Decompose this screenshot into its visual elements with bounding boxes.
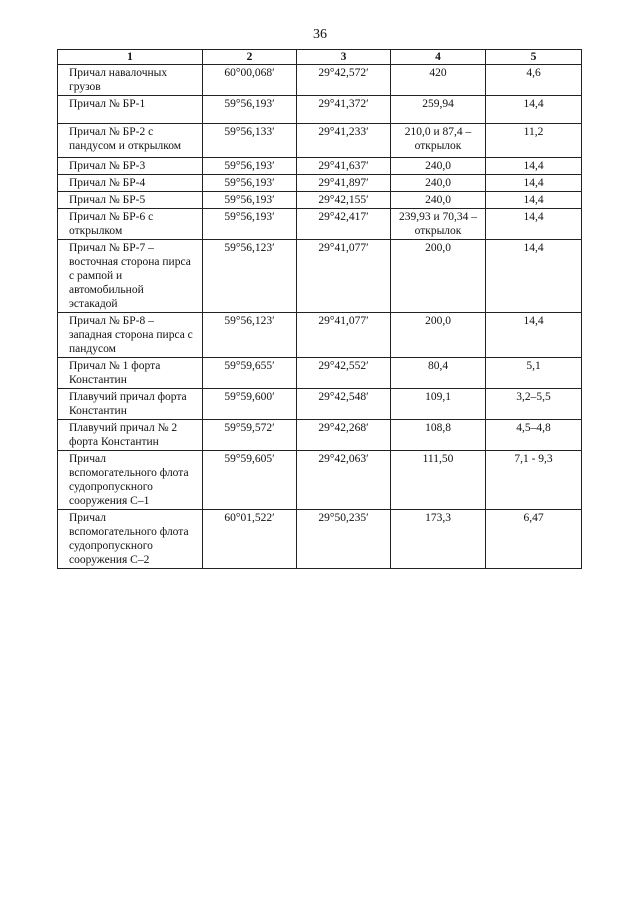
longitude-cell-text: 29°42,268′ xyxy=(318,422,369,434)
longitude-cell xyxy=(297,65,391,96)
table-row xyxy=(58,175,582,192)
length-cell-text: 240,0 xyxy=(425,177,451,189)
length-cell xyxy=(391,209,486,240)
berth-name-cell xyxy=(58,313,203,358)
depth-cell xyxy=(486,192,582,209)
latitude-cell xyxy=(203,209,297,240)
longitude-cell-text: 29°42,572′ xyxy=(318,67,369,79)
table-row xyxy=(58,510,582,569)
page-number: 36 xyxy=(313,27,327,42)
table-row xyxy=(58,389,582,420)
table-row xyxy=(58,158,582,175)
latitude-cell xyxy=(203,65,297,96)
berth-name-cell-text: Причал вспомогательного флота судопропускного сооружения С–1 xyxy=(69,453,189,507)
berth-name-cell-text: Причал навалочных грузов xyxy=(69,67,168,93)
length-cell-text: 111,50 xyxy=(422,453,454,465)
length-cell-text: 200,0 xyxy=(425,315,451,327)
table-row xyxy=(58,96,582,124)
length-cell xyxy=(391,96,486,124)
depth-cell-text: 7,1 - 9,3 xyxy=(514,453,553,465)
depth-cell-text: 3,2–5,5 xyxy=(516,391,551,403)
length-cell-text: 108,8 xyxy=(425,422,451,434)
latitude-cell xyxy=(203,124,297,158)
longitude-cell-text: 29°41,637′ xyxy=(318,160,369,172)
berth-name-cell-text: Причал № БР-5 xyxy=(69,194,146,206)
depth-cell xyxy=(486,96,582,124)
berth-name-cell-text: Причал № 1 форта Константин xyxy=(69,360,161,386)
depth-cell xyxy=(486,420,582,451)
longitude-cell-text: 29°42,548′ xyxy=(318,391,369,403)
depth-cell xyxy=(486,240,582,313)
longitude-cell xyxy=(297,209,391,240)
depth-cell-text: 4,5–4,8 xyxy=(516,422,551,434)
depth-cell xyxy=(486,451,582,510)
longitude-cell-text: 29°42,417′ xyxy=(318,211,369,223)
depth-cell xyxy=(486,158,582,175)
length-cell-text: 200,0 xyxy=(425,242,451,254)
length-cell-text: 210,0 и 87,4 – открылок xyxy=(404,126,472,152)
berth-name-cell-text: Причал № БР-4 xyxy=(69,177,146,189)
latitude-cell xyxy=(203,358,297,389)
berth-name-cell xyxy=(58,175,203,192)
berths-table xyxy=(57,49,582,569)
berth-name-cell xyxy=(58,240,203,313)
length-cell xyxy=(391,358,486,389)
depth-cell-text: 4,6 xyxy=(526,67,541,79)
latitude-cell xyxy=(203,96,297,124)
depth-cell xyxy=(486,389,582,420)
longitude-cell-text: 29°41,897′ xyxy=(318,177,369,189)
berth-name-cell-text: Причал вспомогательного флота судопропускного сооружения С–2 xyxy=(69,512,189,566)
longitude-cell-text: 29°42,552′ xyxy=(318,360,369,372)
latitude-cell-text: 59°56,193′ xyxy=(224,177,275,189)
longitude-cell xyxy=(297,240,391,313)
depth-cell-text: 14,4 xyxy=(523,242,544,254)
berth-name-cell xyxy=(58,209,203,240)
length-cell-text: 259,94 xyxy=(422,98,454,110)
latitude-cell xyxy=(203,451,297,510)
length-cell xyxy=(391,124,486,158)
latitude-cell xyxy=(203,389,297,420)
longitude-cell xyxy=(297,192,391,209)
depth-cell-text: 11,2 xyxy=(523,126,544,138)
longitude-cell xyxy=(297,451,391,510)
longitude-cell-text: 29°50,235′ xyxy=(318,512,369,524)
column-header-2: 2 xyxy=(203,50,297,65)
latitude-cell xyxy=(203,420,297,451)
length-cell-text: 239,93 и 70,34 – открылок xyxy=(398,211,478,237)
berth-name-cell xyxy=(58,451,203,510)
latitude-cell-text: 59°56,123′ xyxy=(224,315,275,327)
table-row xyxy=(58,420,582,451)
longitude-cell xyxy=(297,510,391,569)
longitude-cell-text: 29°41,372′ xyxy=(318,98,369,110)
latitude-cell-text: 60°00,068′ xyxy=(224,67,275,79)
depth-cell xyxy=(486,313,582,358)
longitude-cell xyxy=(297,389,391,420)
column-header-4: 4 xyxy=(391,50,486,65)
latitude-cell xyxy=(203,313,297,358)
latitude-cell xyxy=(203,240,297,313)
length-cell-text: 240,0 xyxy=(425,160,451,172)
depth-cell xyxy=(486,124,582,158)
column-header-1: 1 xyxy=(58,50,203,65)
berth-name-cell-text: Причал № БР-1 xyxy=(69,98,146,110)
length-cell-text: 420 xyxy=(429,67,447,79)
depth-cell-text: 14,4 xyxy=(523,177,544,189)
longitude-cell xyxy=(297,358,391,389)
berth-name-cell xyxy=(58,358,203,389)
longitude-cell-text: 29°41,233′ xyxy=(318,126,369,138)
berth-name-cell xyxy=(58,510,203,569)
depth-cell xyxy=(486,175,582,192)
berth-name-cell xyxy=(58,192,203,209)
longitude-cell xyxy=(297,158,391,175)
longitude-cell xyxy=(297,175,391,192)
latitude-cell-text: 60°01,522′ xyxy=(224,512,275,524)
length-cell xyxy=(391,389,486,420)
table-row xyxy=(58,240,582,313)
length-cell xyxy=(391,510,486,569)
latitude-cell xyxy=(203,510,297,569)
latitude-cell xyxy=(203,158,297,175)
depth-cell-text: 14,4 xyxy=(523,98,544,110)
table-header-row xyxy=(58,50,582,65)
longitude-cell xyxy=(297,96,391,124)
latitude-cell xyxy=(203,175,297,192)
berth-name-cell-text: Причал № БР-3 xyxy=(69,160,146,172)
latitude-cell-text: 59°56,193′ xyxy=(224,160,275,172)
berth-name-cell-text: Плавучий причал № 2 форта Константин xyxy=(69,422,178,448)
berth-name-cell-text: Причал № БР-7 – восточная сторона пирса с рампой и автомобильной эстакадой xyxy=(69,242,191,310)
berth-name-cell xyxy=(58,389,203,420)
table-row xyxy=(58,451,582,510)
longitude-cell-text: 29°42,155′ xyxy=(318,194,369,206)
longitude-cell xyxy=(297,313,391,358)
column-header-5: 5 xyxy=(486,50,582,65)
longitude-cell-text: 29°41,077′ xyxy=(318,242,369,254)
depth-cell xyxy=(486,65,582,96)
longitude-cell xyxy=(297,420,391,451)
length-cell-text: 80,4 xyxy=(427,360,449,372)
table-row xyxy=(58,192,582,209)
length-cell xyxy=(391,158,486,175)
table-row xyxy=(58,124,582,158)
latitude-cell-text: 59°59,605′ xyxy=(224,453,275,465)
berth-name-cell xyxy=(58,124,203,158)
column-header-3: 3 xyxy=(297,50,391,65)
longitude-cell xyxy=(297,124,391,158)
length-cell xyxy=(391,451,486,510)
table-body xyxy=(58,65,582,569)
length-cell xyxy=(391,175,486,192)
berth-name-cell-text: Причал № БР-6 с открылком xyxy=(69,211,154,237)
latitude-cell-text: 59°56,193′ xyxy=(224,98,275,110)
length-cell xyxy=(391,313,486,358)
latitude-cell-text: 59°59,600′ xyxy=(224,391,275,403)
length-cell-text: 173,3 xyxy=(425,512,451,524)
berth-name-cell xyxy=(58,96,203,124)
berth-name-cell-text: Плавучий причал форта Константин xyxy=(69,391,187,417)
table-row xyxy=(58,209,582,240)
berth-name-cell xyxy=(58,420,203,451)
length-cell xyxy=(391,420,486,451)
depth-cell-text: 6,47 xyxy=(523,512,544,524)
berth-name-cell xyxy=(58,65,203,96)
latitude-cell-text: 59°56,123′ xyxy=(224,242,275,254)
length-cell-text: 240,0 xyxy=(425,194,451,206)
depth-cell xyxy=(486,358,582,389)
table-row xyxy=(58,313,582,358)
berth-name-cell-text: Причал № БР-2 с пандусом и открылком xyxy=(69,126,182,152)
latitude-cell-text: 59°56,133′ xyxy=(224,126,275,138)
depth-cell-text: 14,4 xyxy=(523,211,544,223)
latitude-cell-text: 59°56,193′ xyxy=(224,211,275,223)
depth-cell-text: 14,4 xyxy=(523,315,544,327)
berth-name-cell xyxy=(58,158,203,175)
depth-cell-text: 14,4 xyxy=(523,160,544,172)
longitude-cell-text: 29°42,063′ xyxy=(318,453,369,465)
table-row xyxy=(58,65,582,96)
length-cell xyxy=(391,65,486,96)
table-row xyxy=(58,358,582,389)
latitude-cell-text: 59°59,572′ xyxy=(224,422,275,434)
depth-cell-text: 14,4 xyxy=(523,194,544,206)
longitude-cell-text: 29°41,077′ xyxy=(318,315,369,327)
length-cell xyxy=(391,192,486,209)
length-cell xyxy=(391,240,486,313)
length-cell-text: 109,1 xyxy=(425,391,451,403)
depth-cell xyxy=(486,510,582,569)
depth-cell xyxy=(486,209,582,240)
berth-name-cell-text: Причал № БР-8 – западная сторона пирса с пандусом xyxy=(69,315,193,355)
depth-cell-text: 5,1 xyxy=(526,360,541,372)
latitude-cell xyxy=(203,192,297,209)
latitude-cell-text: 59°56,193′ xyxy=(224,194,275,206)
latitude-cell-text: 59°59,655′ xyxy=(224,360,275,372)
